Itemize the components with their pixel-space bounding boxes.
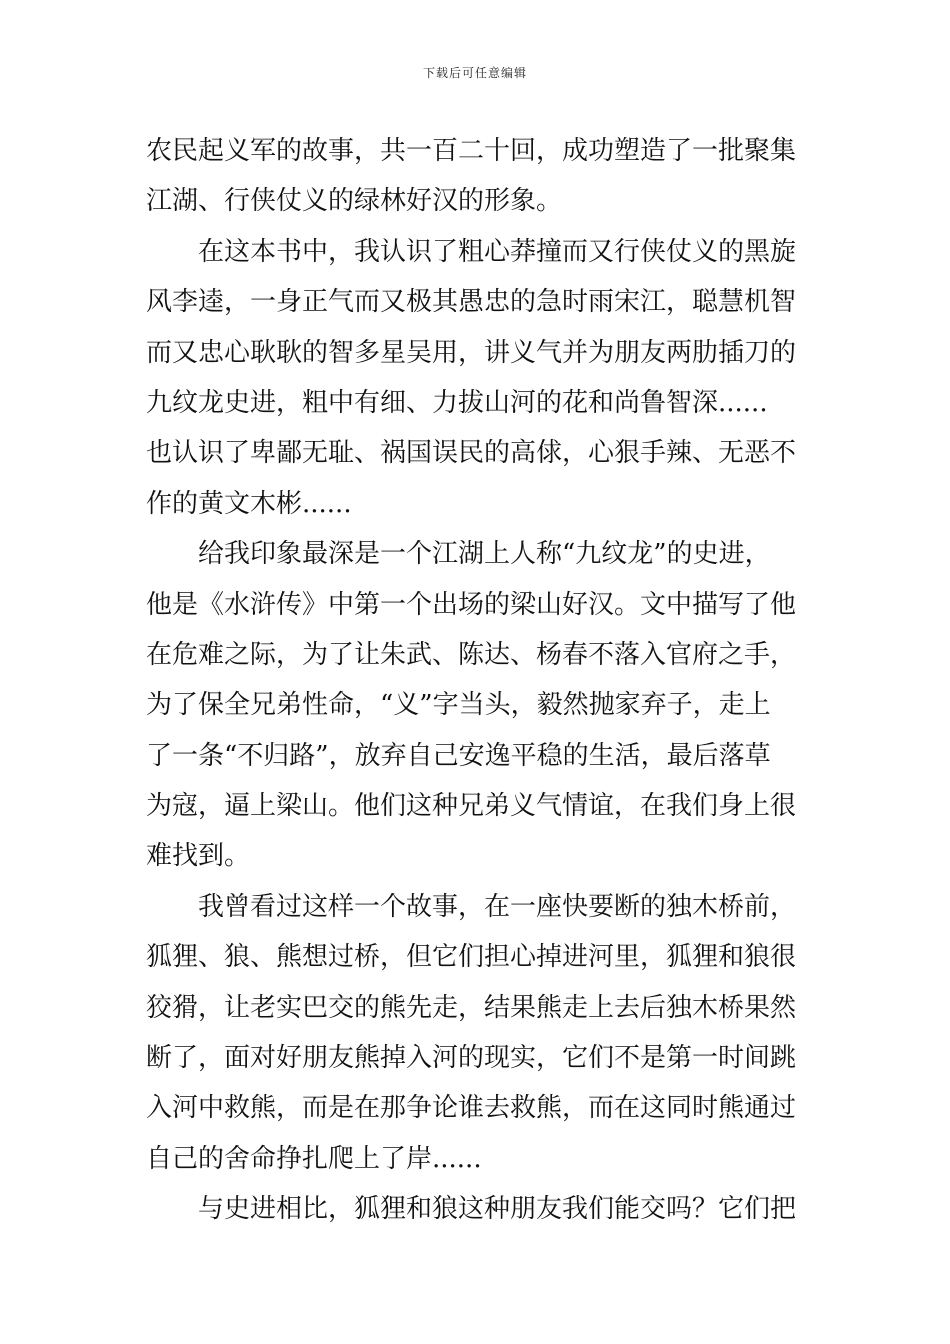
paragraph-start-line: 与史进相比，狐狸和狼这种朋友我们能交吗？它们把 xyxy=(198,1194,797,1225)
article-body xyxy=(146,126,816,1235)
text-line: 自己的舍命挣扎爬上了岸...... xyxy=(146,1143,482,1174)
text-line: 狡猾，让老实巴交的熊先走，结果熊走上去后独木桥果然 xyxy=(146,992,797,1023)
text-line: 入河中救熊，而是在那争论谁去救熊，而在这同时熊通过 xyxy=(146,1093,797,1124)
text-line: 也认识了卑鄙无耻、祸国误民的高俅，心狠手辣、无恶不 xyxy=(146,438,797,469)
text-line: 农民起义军的故事，共一百二十回，成功塑造了一批聚集 xyxy=(146,136,797,166)
paragraph-start-line: 我曾看过这样一个故事，在一座快要断的独木桥前， xyxy=(198,891,797,922)
text-line: 而又忠心耿耿的智多星吴用，讲义气并为朋友两肋插刀的 xyxy=(146,337,797,368)
text-line: 了一条“不归路”，放弃自己安逸平稳的生活，最后落草 xyxy=(146,740,771,771)
text-line: 为寇，逼上梁山。他们这种兄弟义气情谊，在我们身上很 xyxy=(146,791,797,822)
text-line: 江湖、行侠仗义的绿林好汉的形象。 xyxy=(146,186,563,217)
text-line: 为了保全兄弟性命，“义”字当头，毅然抛家弃子，走上 xyxy=(146,690,771,721)
text-line: 风李逵，一身正气而又极其愚忠的急时雨宋江，聪慧机智 xyxy=(146,287,797,318)
text-line: 九纹龙史进，粗中有细、力拔山河的花和尚鲁智深...... xyxy=(146,387,768,418)
paragraph-start-line: 在这本书中，我认识了粗心莽撞而又行侠仗义的黑旋 xyxy=(198,236,797,267)
page-header: 下载后可任意编辑 xyxy=(422,66,527,80)
text-line: 难找到。 xyxy=(146,841,251,872)
text-line: 他是《水浒传》中第一个出场的梁山好汉。文中描写了他 xyxy=(146,589,797,620)
text-line: 作的黄文木彬...... xyxy=(146,488,352,519)
text-line: 断了，面对好朋友熊掉入河的现实，它们不是第一时间跳 xyxy=(146,1043,797,1074)
text-line: 狐狸、狼、熊想过桥，但它们担心掉进河里，狐狸和狼很 xyxy=(146,942,797,973)
text-line: 在危难之际，为了让朱武、陈达、杨春不落入官府之手， xyxy=(146,639,797,670)
paragraph-start-line: 给我印象最深是一个江湖上人称“九纹龙”的史进， xyxy=(198,539,771,570)
